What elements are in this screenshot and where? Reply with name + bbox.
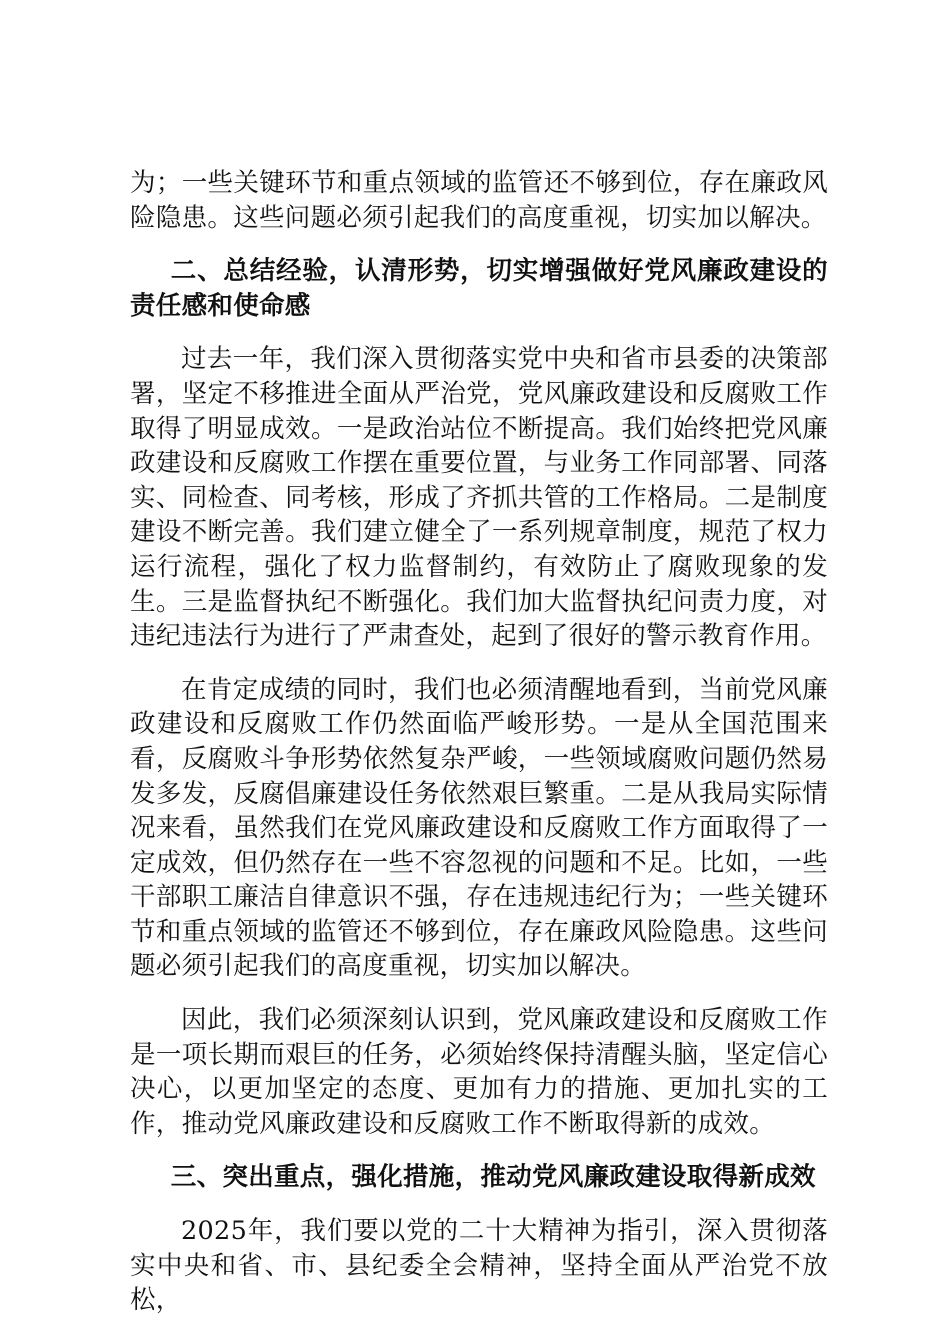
section-heading-2: 二、总结经验，认清形势，切实增强做好党风廉政建设的责任感和使命感: [130, 256, 828, 321]
paragraph-situation: 在肯定成绩的同时，我们也必须清醒地看到，当前党风廉政建设和反腐败工作仍然面临严峻形势。一是从全国范围来看，反腐败斗争形势依然复杂严峻，一些领域腐败问题仍然易发多发，反腐倡廉建设任务依然艰巨繁重。二是从我局实际情况来看，虽然我们在党风廉政建设和反腐败工作方面取得了一定成效，但仍然存在一些不容忽视的问题和不足。比如，一些干部职工廉洁自律意识不强，存在违规违纪行为；一些关键环节和重点领域的监管还不够到位，存在廉政风险隐患。这些问题必须引起我们的高度重视，切实加以解决。: [130, 674, 828, 982]
paragraph-conclusion: 因此，我们必须深刻认识到，党风廉政建设和反腐败工作是一项长期而艰巨的任务，必须始终保持清醒头脑，坚定信心决心，以更加坚定的态度、更加有力的措施、更加扎实的工作，推动党风廉政建设和反腐败工作不断取得新的成效。: [130, 1005, 828, 1139]
paragraph-continued: 为；一些关键环节和重点领域的监管还不够到位，存在廉政风险隐患。这些问题必须引起我们的高度重视，切实加以解决。: [130, 168, 828, 233]
paragraph-2025-plan: 2025年，我们要以党的二十大精神为指引，深入贯彻落实中央和省、市、县纪委全会精神，坚持全面从严治党不放松，: [130, 1216, 828, 1316]
document-page: [130, 166, 828, 1318]
section-heading-3: 三、突出重点，强化措施，推动党风廉政建设取得新成效: [170, 1162, 816, 1193]
paragraph-achievements: 过去一年，我们深入贯彻落实党中央和省市县委的决策部署，坚定不移推进全面从严治党，党风廉政建设和反腐败工作取得了明显成效。一是政治站位不断提高。我们始终把党风廉政建设和反腐败工作摆在重要位置，与业务工作同部署、同落实、同检查、同考核，形成了齐抓共管的工作格局。二是制度建设不断完善。我们建立健全了一系列规章制度，规范了权力运行流程，强化了权力监督制约，有效防止了腐败现象的发生。三是监督执纪不断强化。我们加大监督执纪问责力度，对违纪违法行为进行了严肃查处，起到了很好的警示教育作用。: [130, 344, 828, 652]
